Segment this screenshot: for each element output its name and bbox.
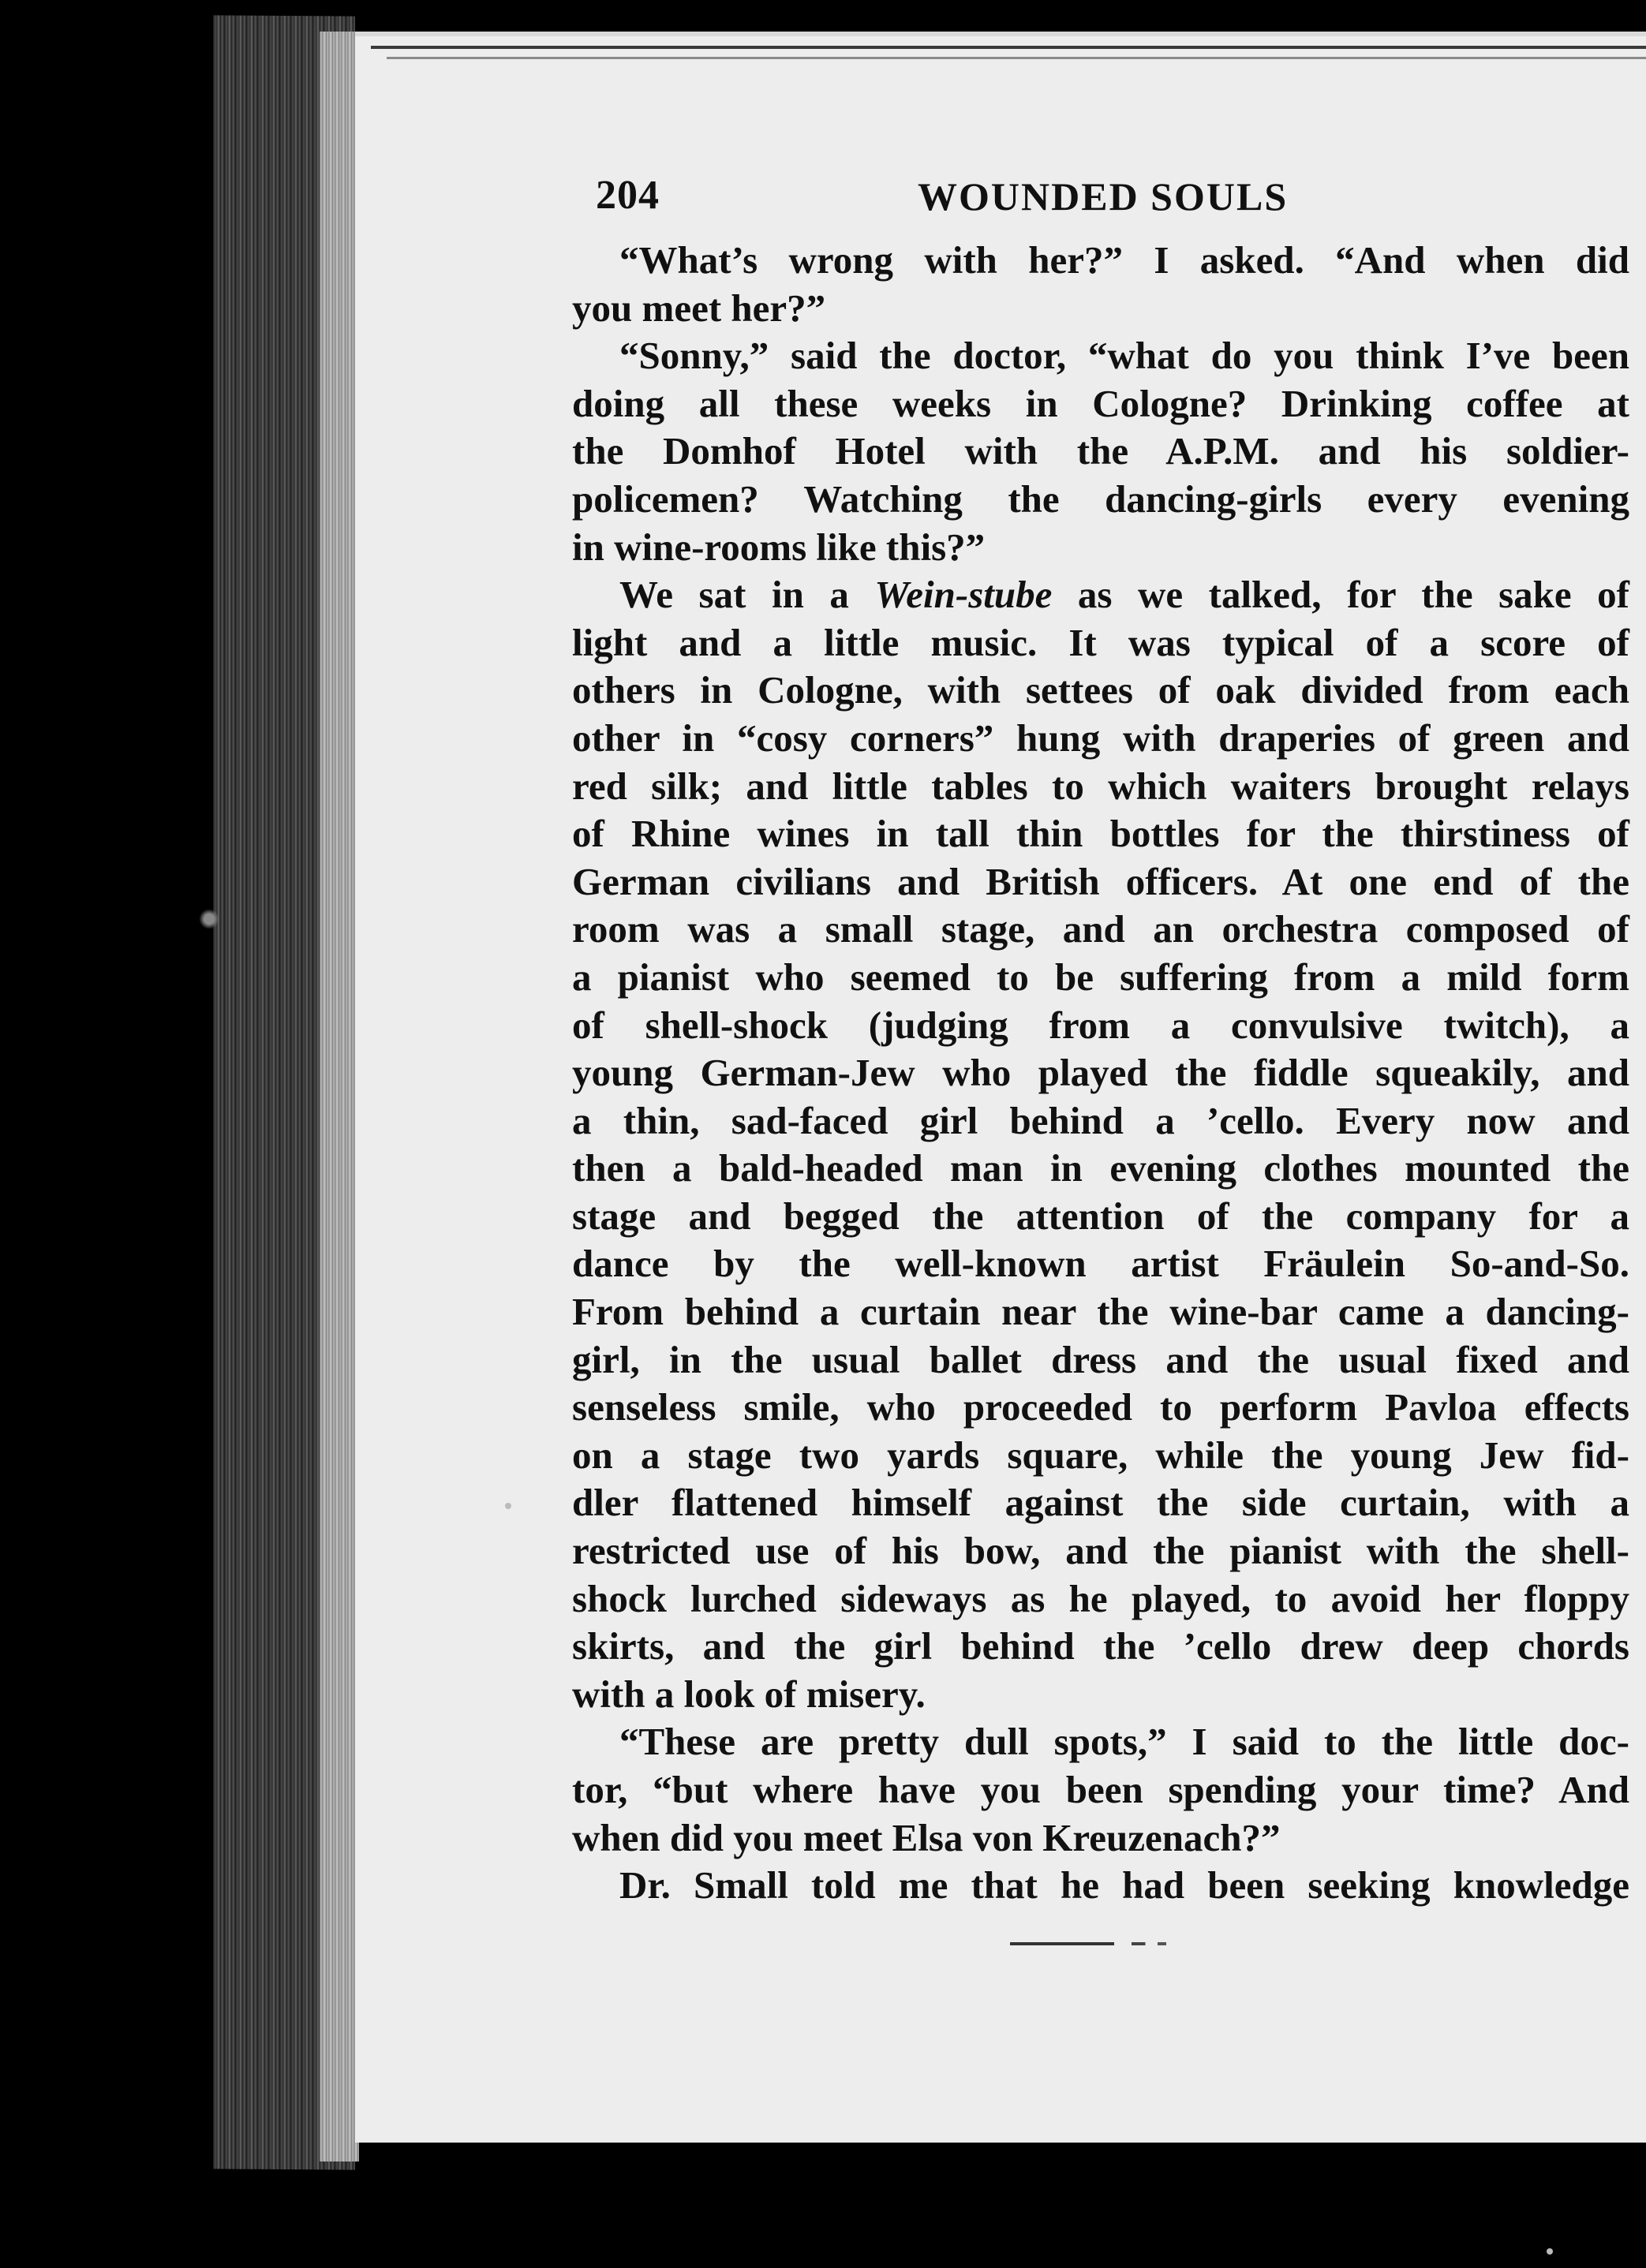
text-fragment: as we talked, for the sake of bbox=[1052, 573, 1629, 617]
text-line: in wine-rooms like this?” bbox=[572, 525, 986, 569]
text-line: dance by the well-known artist Fräulein So-and-So. bbox=[572, 1242, 1629, 1286]
text-line: light and a little music. It was typical of a score of bbox=[572, 620, 1629, 664]
running-title: WOUNDED SOULS bbox=[918, 174, 1289, 219]
page-number: 204 bbox=[596, 173, 660, 218]
foreign-word: Wein-stube bbox=[874, 573, 1053, 617]
text-line: a thin, sad-faced girl behind a ’cello. Every now and bbox=[572, 1098, 1629, 1142]
text-line: dler flattened himself against the side curtain, with a bbox=[572, 1481, 1629, 1525]
text-line: of Rhine wines in tall thin bottles for the thirstiness of bbox=[572, 812, 1629, 856]
text-line: policemen? Watching the dancing-girls every evening bbox=[572, 476, 1629, 521]
text-line-wein-stube bbox=[572, 571, 1629, 619]
text-line: tor, “but where have you been spending your time? And bbox=[572, 1768, 1629, 1811]
scan-speck bbox=[1547, 2248, 1553, 2255]
text-fragment: We sat in a bbox=[619, 573, 875, 617]
text-line: “These are pretty dull spots,” I said to the little doc- bbox=[619, 1720, 1629, 1764]
page-header bbox=[596, 172, 1625, 227]
text-line: the Domhof Hotel with the A.P.M. and his soldier- bbox=[572, 429, 1629, 473]
text-line: a pianist who seemed to be suffering from a mild form bbox=[572, 955, 1629, 999]
text-line: young German-Jew who played the fiddle squeakily, and bbox=[572, 1051, 1629, 1095]
text-line: room was a small stage, and an orchestra composed of bbox=[572, 907, 1629, 951]
text-line: “What’s wrong with her?” I asked. “And when did bbox=[619, 238, 1629, 282]
scan-speck bbox=[505, 1503, 511, 1509]
text-line: red silk; and little tables to which waiters brought relays bbox=[572, 764, 1629, 808]
text-line: Dr. Small told me that he had been seeking knowledge bbox=[619, 1863, 1629, 1907]
scan-speck bbox=[197, 907, 221, 931]
page-top-edge-shadow bbox=[387, 57, 1646, 59]
text-line: doing all these weeks in Cologne? Drinking coffee at bbox=[572, 381, 1629, 425]
page-edges-inner bbox=[320, 32, 359, 2162]
text-line: on a stage two yards square, while the young Jew fid- bbox=[572, 1433, 1629, 1477]
text-line: skirts, and the girl behind the ’cello drew deep chords bbox=[572, 1624, 1629, 1668]
text-line: you meet her?” bbox=[572, 286, 826, 330]
print-smudge bbox=[1010, 1942, 1184, 1945]
text-line: From behind a curtain near the wine-bar came a dancing- bbox=[572, 1290, 1629, 1334]
text-line: “Sonny,” said the doctor, “what do you think I’ve been bbox=[619, 334, 1629, 378]
text-line: when did you meet Elsa von Kreuzenach?” bbox=[572, 1815, 1281, 1859]
text-line: restricted use of his bow, and the pianist with the shell- bbox=[572, 1529, 1629, 1573]
text-line: of shell-shock (judging from a convulsive twitch), a bbox=[572, 1003, 1629, 1047]
text-line: other in “cosy corners” hung with draperies of green and bbox=[572, 716, 1629, 760]
text-line: with a look of misery. bbox=[572, 1672, 926, 1716]
text-line: shock lurched sideways as he played, to avoid her floppy bbox=[572, 1576, 1629, 1620]
text-line: others in Cologne, with settees of oak divided from each bbox=[572, 668, 1629, 712]
text-line: stage and begged the attention of the company for a bbox=[572, 1194, 1629, 1238]
text-line: German civilians and British officers. At one end of the bbox=[572, 859, 1629, 903]
text-line: girl, in the usual ballet dress and the usual fixed and bbox=[572, 1337, 1629, 1381]
text-line: then a bald-headed man in evening clothes mounted the bbox=[572, 1146, 1629, 1190]
text-line: senseless smile, who proceeded to perform Pavloa effects bbox=[572, 1385, 1629, 1429]
page-top-edge bbox=[371, 46, 1646, 49]
body-text bbox=[572, 237, 1629, 1910]
